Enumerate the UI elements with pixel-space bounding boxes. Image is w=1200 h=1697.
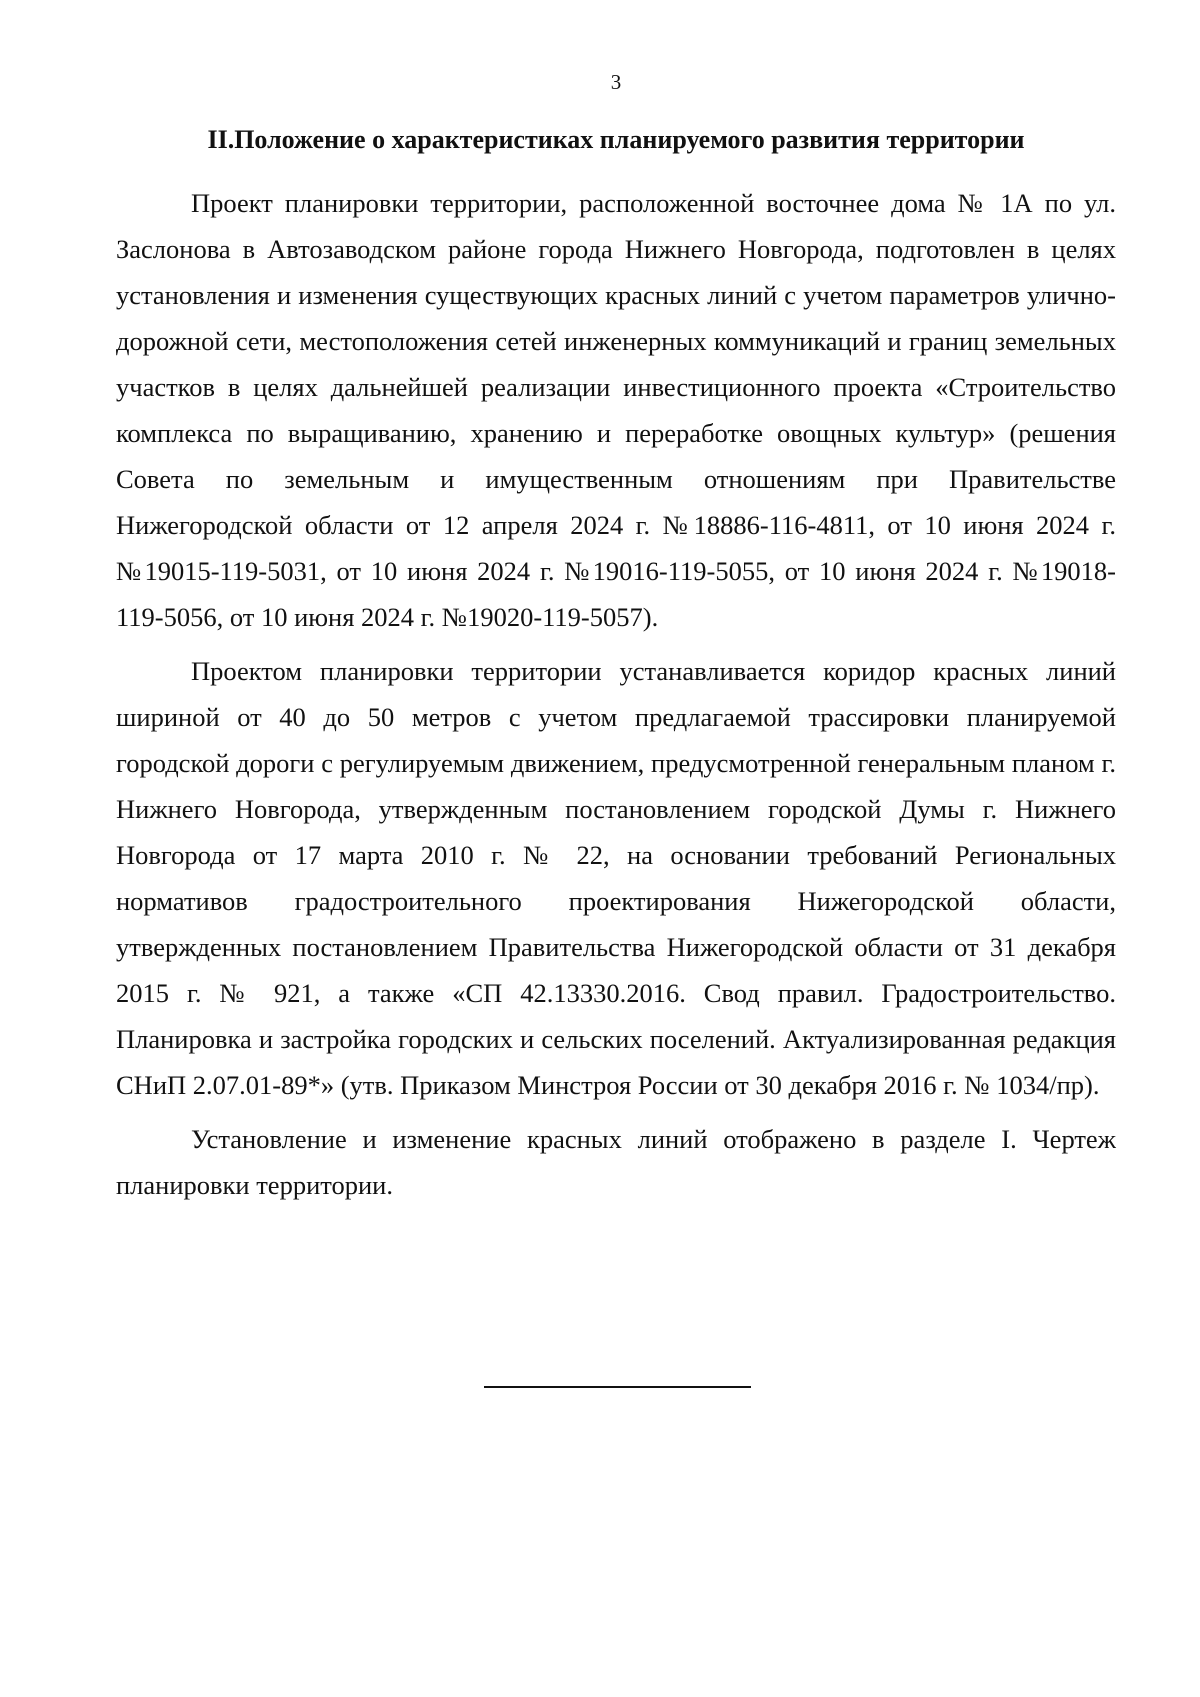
paragraph-red-lines-corridor: Проектом планировки территории устанавливается коридор красных линий шириной от 40 до 50 метров с учетом предлагаемой трассировки планируемой городской дороги с регулируемым движением, предусмотренной генеральным планом г. Нижнего Новгорода, утвержденным постановлением городской Думы г. Нижнего Новгорода от 17 марта 2010 г. № 22, на основании требований Региональных нормативов градостроительного проектирования Нижегородской области, утвержденных постановлением Правительства Нижегородской области от 31 декабря 2015 г. № 921, а также «СП 42.13330.2016. Свод правил. Градостроительство. Планировка и застройка городских и сельских поселений. Актуализированная редакция СНиП 2.07.01-89*» (утв. Приказом Минстроя России от 30 декабря 2016 г. № 1034/пр). [116, 656, 1116, 1100]
document-body [116, 180, 1116, 1208]
page-number: 3 [610, 70, 622, 94]
paragraph-project-purpose: Проект планировки территории, расположенной восточнее дома № 1А по ул. Заслонова в Автозаводском районе города Нижнего Новгорода, подготовлен в целях установления и изменения существующих красных линий с учетом параметров улично-дорожной сети, местоположения сетей инженерных коммуникаций и границ земельных участков в целях дальнейшей реализации инвестиционного проекта «Строительство комплекса по выращиванию, хранению и переработке овощных культур» (решения Совета по земельным и имущественным отношениям при Правительстве Нижегородской области от 12 апреля 2024 г. №18886-116-4811, от 10 июня 2024 г. №19015-119-5031, от 10 июня 2024 г. №19016-119-5055, от 10 июня 2024 г. №19018-119-5056, от 10 июня 2024 г. №19020-119-5057). [116, 188, 1116, 632]
end-of-section-rule [484, 1386, 751, 1388]
section-title: II.Положение о характеристиках планируемого развития территории [207, 125, 1025, 154]
paragraph-drawing-reference: Установление и изменение красных линий отображено в разделе I. Чертеж планировки территории. [116, 1124, 1116, 1200]
